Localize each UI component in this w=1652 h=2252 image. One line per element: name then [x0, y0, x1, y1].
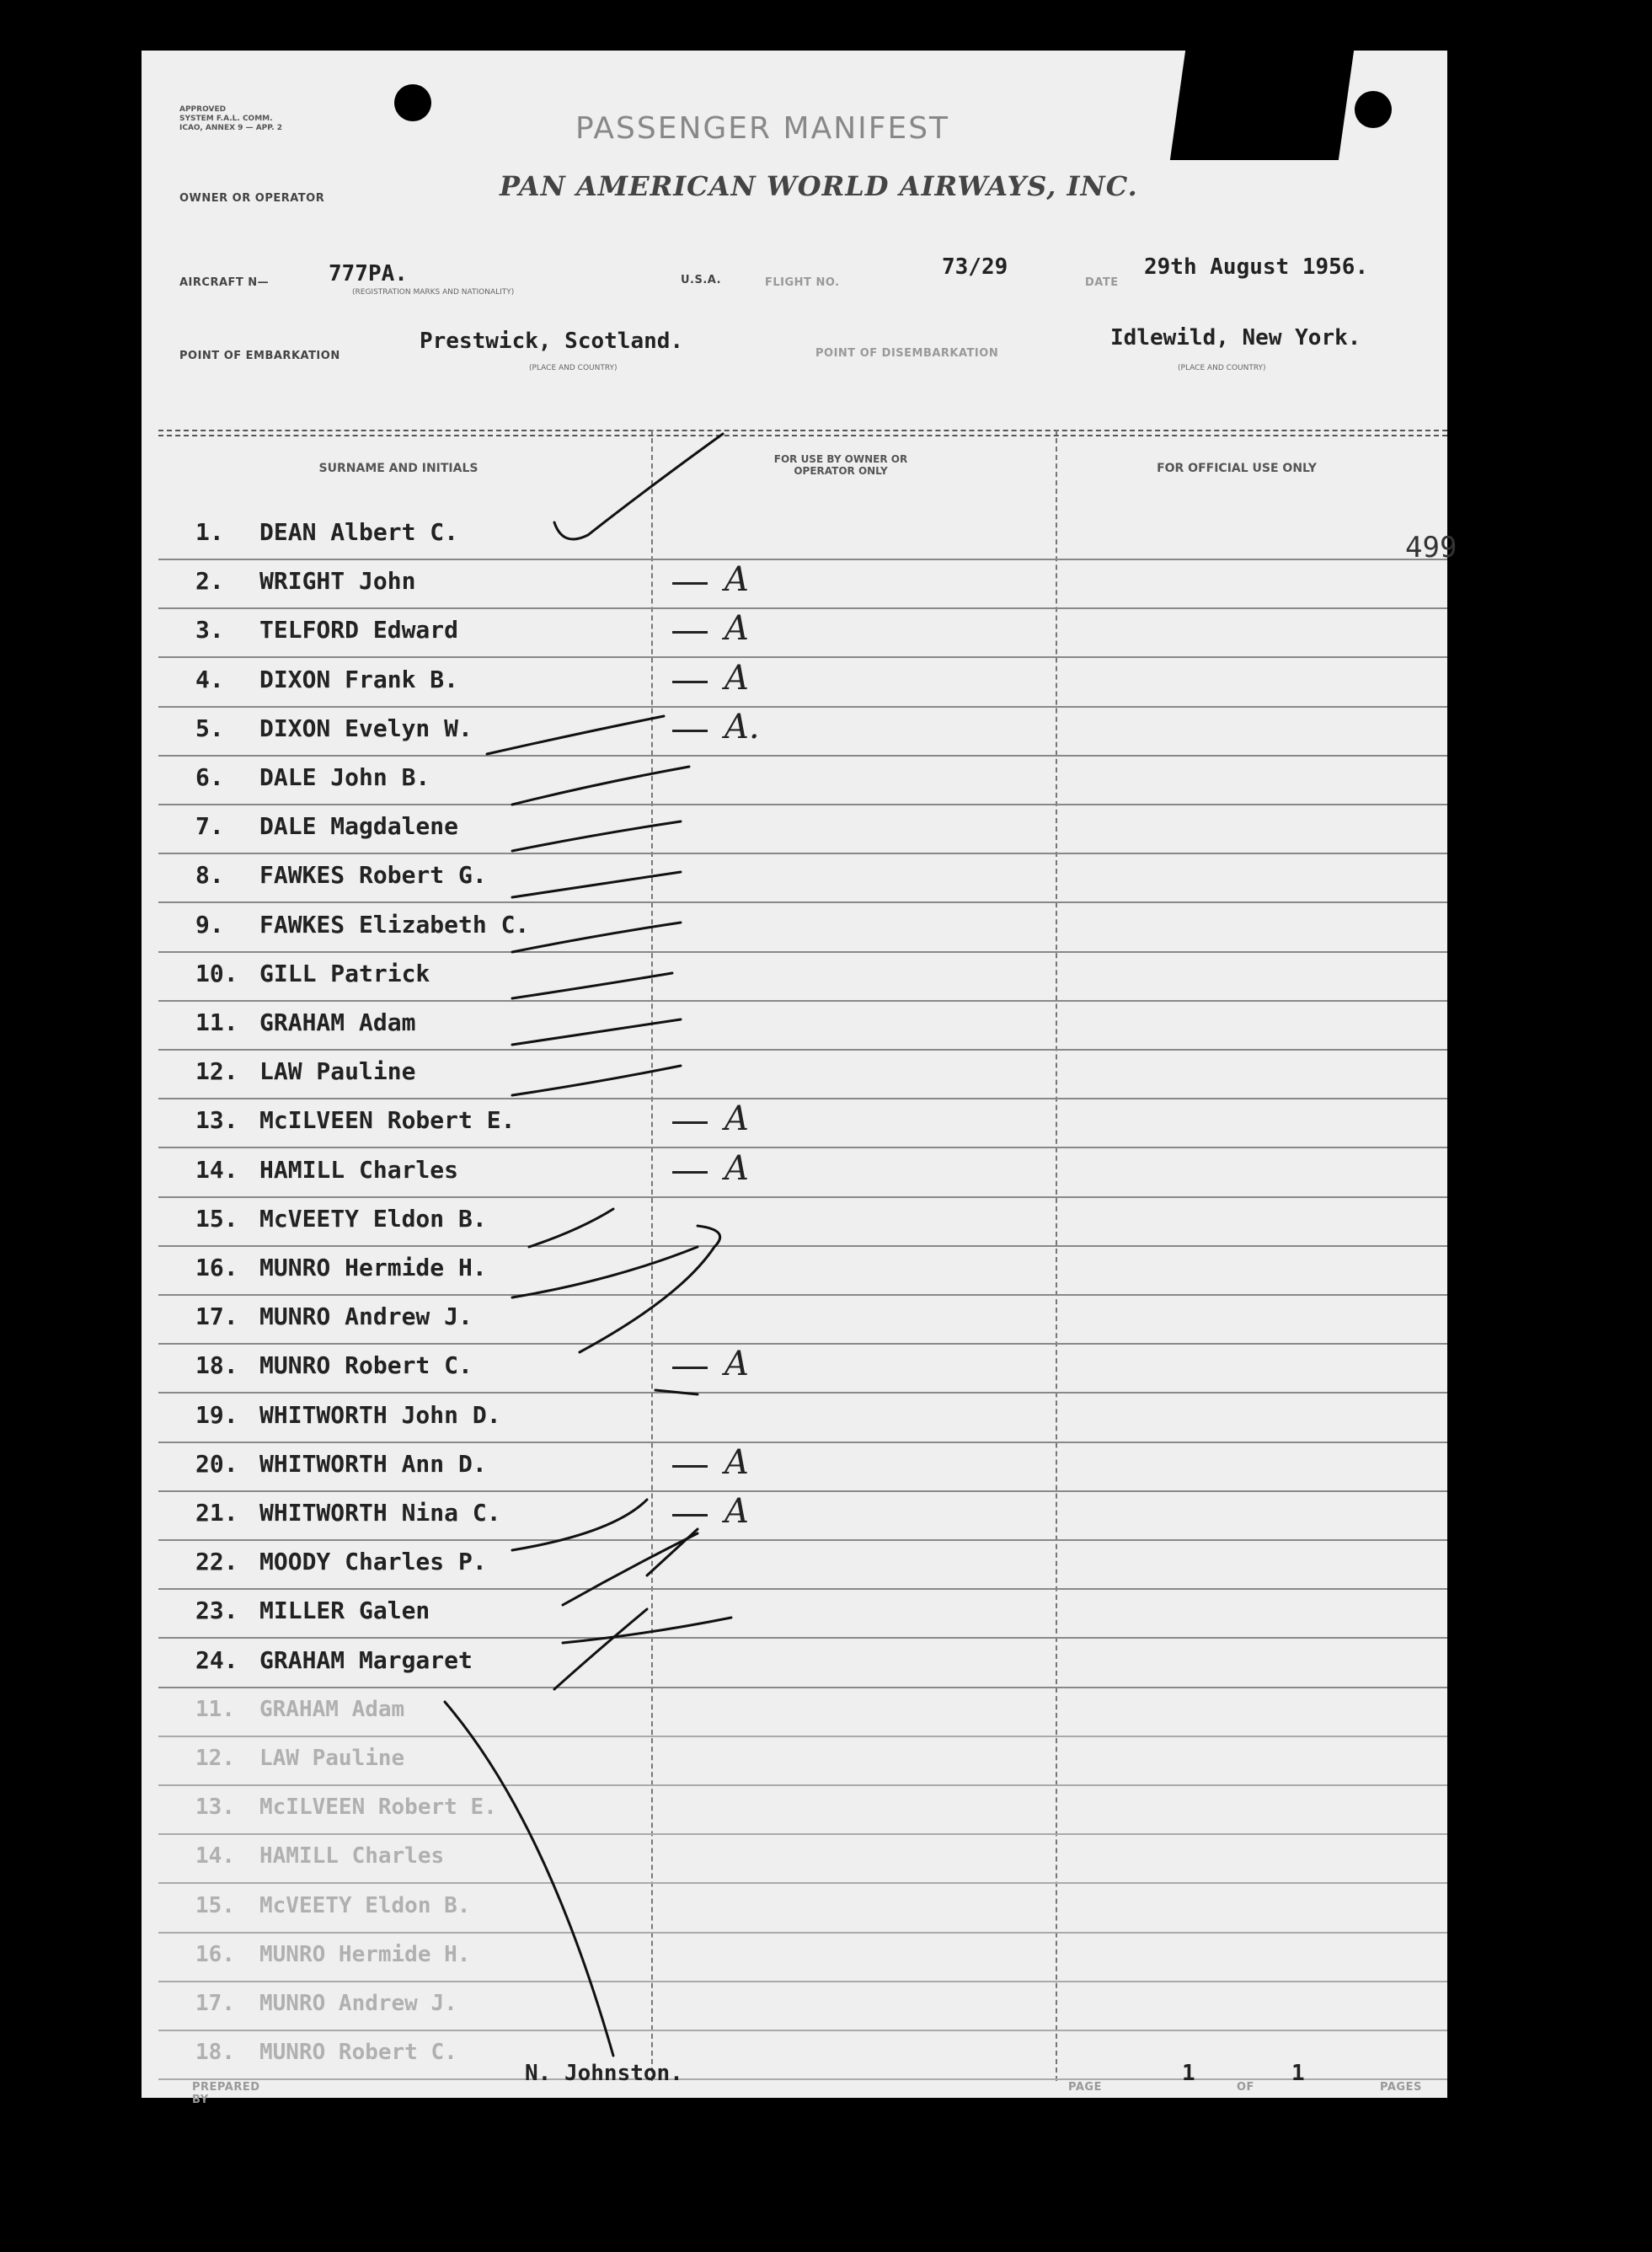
aircraft-sub: (REGISTRATION MARKS AND NATIONALITY)	[352, 288, 515, 297]
passenger-name: DIXON Evelyn W.	[259, 714, 473, 742]
approval-line: SYSTEM F.A.L. COMM.	[179, 115, 273, 123]
pen-stroke	[512, 767, 689, 805]
pen-stroke	[512, 1247, 698, 1297]
passenger-name: DEAN Albert C.	[259, 518, 459, 546]
row-number: 5.	[195, 714, 224, 742]
pen-stroke	[655, 1390, 698, 1394]
passenger-name: HAMILL Charles	[259, 1155, 459, 1184]
pen-stroke	[512, 1066, 681, 1095]
embark-value: Prestwick, Scotland.	[420, 329, 684, 354]
approval-line: APPROVED	[179, 105, 227, 114]
pen-stroke	[512, 821, 681, 851]
tick-mark	[554, 434, 723, 539]
pen-stroke	[563, 1618, 731, 1643]
official-number: 499	[1405, 531, 1457, 564]
row-number: 8.	[195, 861, 224, 890]
row-number: 22.	[195, 1548, 238, 1576]
row-number: 19.	[195, 1400, 238, 1429]
embark-label: POINT OF EMBARKATION	[179, 350, 340, 362]
passenger-name: GRAHAM Margaret	[259, 1645, 473, 1674]
pen-stroke	[580, 1226, 720, 1352]
passenger-name: WHITWORTH Ann D.	[259, 1449, 487, 1478]
passenger-name: FAWKES Robert G.	[259, 861, 487, 890]
disembark-sub: (PLACE AND COUNTRY)	[1178, 364, 1266, 372]
aircraft-value: 777PA.	[329, 261, 408, 286]
row-number: 16.	[195, 1254, 238, 1281]
passenger-name: MILLER Galen	[259, 1597, 430, 1625]
passenger-name: FAWKES Elizabeth C.	[259, 910, 530, 939]
row-number: 2.	[195, 567, 224, 596]
ghost-number: 16.	[195, 1941, 235, 1967]
row-number: 17.	[195, 1303, 238, 1331]
ghost-name: MUNRO Andrew J.	[259, 1991, 457, 2016]
row-number: 4.	[195, 665, 224, 693]
passenger-name: GRAHAM Adam	[259, 1008, 416, 1036]
pen-stroke	[512, 872, 681, 897]
passenger-name: WHITWORTH John D.	[259, 1400, 501, 1429]
ghost-name: MUNRO Hermide H.	[259, 1941, 471, 1967]
pen-stroke	[563, 1533, 698, 1605]
ghost-name: HAMILL Charles	[259, 1843, 445, 1870]
owner-mark: A.	[724, 707, 760, 746]
passenger-name: TELFORD Edward	[259, 616, 459, 645]
owner-mark: A	[724, 1442, 749, 1482]
owner-label: OWNER OR OPERATOR	[179, 192, 325, 205]
page-label: PAGE	[1068, 2081, 1102, 2094]
pen-stroke	[512, 973, 672, 998]
date-value: 29th August 1956.	[1144, 254, 1369, 280]
approval-line: ICAO, ANNEX 9 — APP. 2	[179, 124, 283, 132]
ghost-name: GRAHAM Adam	[259, 1696, 405, 1722]
official-column-header: FOR OFFICIAL USE ONLY	[1157, 462, 1317, 475]
manifest-sheet	[142, 51, 1457, 2106]
passenger-name: DALE John B.	[259, 763, 430, 791]
row-number: 20.	[195, 1449, 238, 1478]
passenger-name: GILL Patrick	[259, 959, 430, 987]
passenger-name: WHITWORTH Nina C.	[259, 1499, 501, 1527]
pen-stroke	[512, 1019, 681, 1045]
ghost-number: 11.	[195, 1696, 235, 1722]
of-number: 1	[1291, 2061, 1305, 2086]
row-number: 14.	[195, 1155, 238, 1184]
flight-label: FLIGHT NO.	[765, 276, 840, 289]
passenger-name: McILVEEN Robert E.	[259, 1106, 516, 1135]
passenger-name: LAW Pauline	[259, 1057, 416, 1086]
row-number: 1.	[195, 518, 224, 546]
form-title: PASSENGER MANIFEST	[575, 111, 950, 146]
row-number: 21.	[195, 1499, 238, 1527]
passenger-name: MUNRO Andrew J.	[259, 1303, 473, 1331]
owner-mark: A	[724, 1148, 749, 1188]
flight-value: 73/29	[942, 254, 1008, 280]
passenger-name: McVEETY Eldon B.	[259, 1204, 487, 1233]
ghost-number: 14.	[195, 1843, 235, 1870]
names-column-header: SURNAME AND INITIALS	[318, 462, 478, 475]
owner-column-header: FOR USE BY OWNER OR OPERATOR ONLY	[773, 453, 908, 477]
disembark-value: Idlewild, New York.	[1110, 325, 1361, 350]
pen-stroke	[445, 1702, 613, 2056]
aircraft-label: AIRCRAFT N—	[179, 276, 270, 289]
row-number: 18.	[195, 1351, 238, 1380]
owner-mark: A	[724, 1345, 749, 1384]
of-label: OF	[1237, 2081, 1254, 2094]
row-number: 23.	[195, 1597, 238, 1625]
prepared-label: PREPARED BY	[192, 2081, 260, 2106]
passenger-name: MUNRO Hermide H.	[259, 1254, 487, 1281]
embark-sub: (PLACE AND COUNTRY)	[529, 364, 617, 372]
row-number: 11.	[195, 1008, 238, 1036]
row-number: 7.	[195, 812, 224, 841]
pen-stroke	[554, 1609, 647, 1689]
owner-mark: A	[724, 609, 749, 649]
owner-mark: A	[724, 560, 749, 600]
row-number: 13.	[195, 1106, 238, 1135]
passenger-name: MUNRO Robert C.	[259, 1351, 473, 1380]
handwritten-annotations	[142, 51, 1447, 2098]
owner-mark: A	[724, 1099, 749, 1139]
ghost-number: 12.	[195, 1746, 235, 1771]
row-number: 15.	[195, 1204, 238, 1233]
ghost-number: 13.	[195, 1795, 235, 1821]
passenger-name: WRIGHT John	[259, 567, 416, 596]
ghost-name: McVEETY Eldon B.	[259, 1892, 471, 1918]
ghost-name: MUNRO Robert C.	[259, 2040, 457, 2066]
row-number: 6.	[195, 763, 224, 791]
row-number: 9.	[195, 910, 224, 939]
ghost-number: 17.	[195, 1991, 235, 2016]
passenger-name: MOODY Charles P.	[259, 1548, 487, 1576]
owner-mark: A	[724, 658, 749, 698]
country-label: U.S.A.	[681, 274, 722, 286]
date-label: DATE	[1085, 276, 1119, 289]
tick-mark	[512, 1500, 647, 1550]
disembark-label: POINT OF DISEMBARKATION	[815, 347, 999, 360]
row-number: 24.	[195, 1645, 238, 1674]
pen-stroke	[529, 1209, 613, 1247]
row-number: 12.	[195, 1057, 238, 1086]
ghost-name: McILVEEN Robert E.	[259, 1795, 497, 1821]
passenger-name: DALE Magdalene	[259, 812, 459, 841]
row-number: 3.	[195, 616, 224, 645]
row-number: 10.	[195, 959, 238, 987]
passenger-name: DIXON Frank B.	[259, 665, 459, 693]
ghost-number: 18.	[195, 2040, 235, 2066]
pen-stroke	[512, 923, 681, 952]
ghost-name: LAW Pauline	[259, 1746, 405, 1771]
prepared-by: N. Johnston.	[525, 2061, 683, 2086]
ghost-number: 15.	[195, 1892, 235, 1918]
operator-name: PAN AMERICAN WORLD AIRWAYS, INC.	[500, 170, 1138, 202]
page-number: 1	[1182, 2061, 1195, 2086]
pages-label: PAGES	[1380, 2081, 1422, 2094]
pen-stroke	[487, 716, 664, 754]
owner-mark: A	[724, 1492, 749, 1531]
